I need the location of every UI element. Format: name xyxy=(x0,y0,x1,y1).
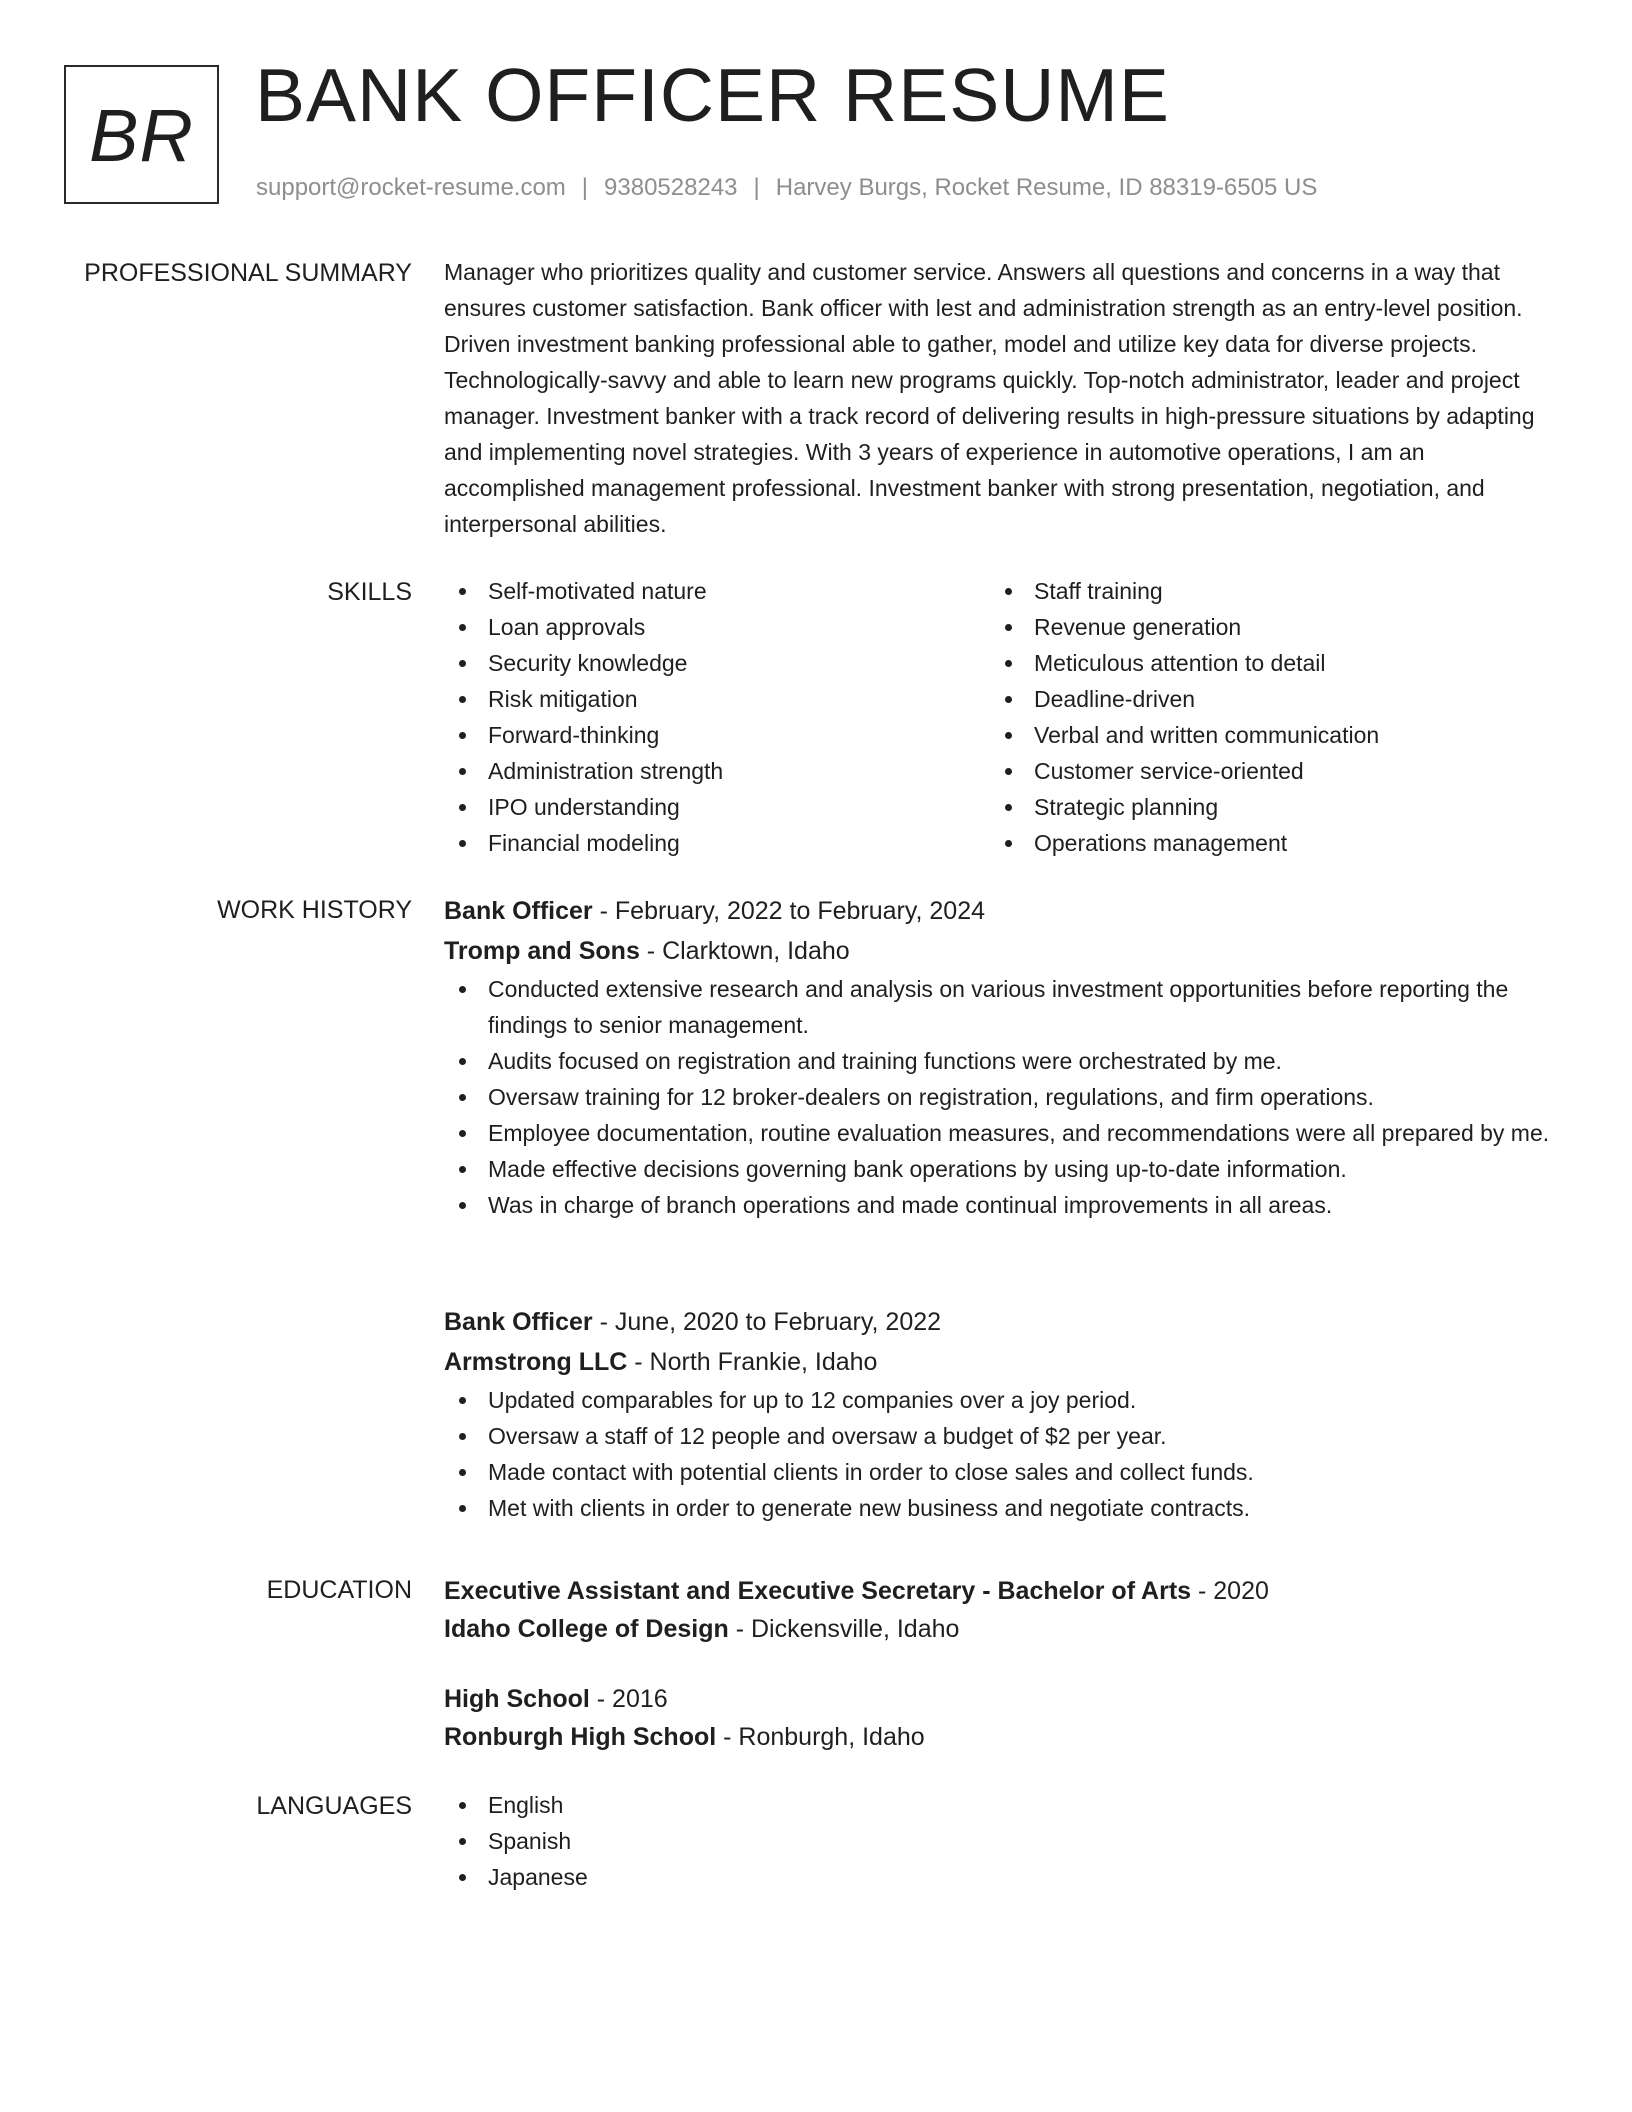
summary-body xyxy=(444,258,1554,542)
job-bullet: Conducted extensive research and analysis on various investment opportunities before reporting the findings to senior management. xyxy=(444,971,1554,1043)
language-item: Spanish xyxy=(444,1823,1554,1859)
degree-year: - 2016 xyxy=(589,1685,668,1713)
job-bullet: Was in charge of branch operations and made continual improvements in all areas. xyxy=(444,1187,1554,1223)
school-name: Idaho College of Design xyxy=(444,1615,729,1643)
job-title-line xyxy=(444,891,1554,931)
job-bullet: Updated comparables for up to 12 companies over a joy period. xyxy=(444,1382,1554,1418)
contact-separator: | xyxy=(753,174,760,201)
company-name: Armstrong LLC xyxy=(444,1348,628,1376)
language-item: English xyxy=(444,1787,1554,1823)
section-label-languages: LANGUAGES xyxy=(256,1792,412,1820)
job-entry xyxy=(444,1302,1554,1526)
contact-address: Harvey Burgs, Rocket Resume, ID 88319-6505 US xyxy=(775,174,1318,201)
skills-body xyxy=(444,577,1554,861)
degree-year: - 2020 xyxy=(1191,1577,1269,1605)
skill-item: Financial modeling xyxy=(444,825,990,861)
skill-item: Loan approvals xyxy=(444,609,990,645)
education-body xyxy=(444,1572,1554,1751)
job-bullet: Employee documentation, routine evaluation measures, and recommendations were all prepared by me. xyxy=(444,1115,1554,1151)
skill-item: Security knowledge xyxy=(444,645,990,681)
languages-body xyxy=(444,1787,1554,1895)
contact-line xyxy=(256,174,1317,203)
skills-list-right xyxy=(990,573,1536,861)
section-label-work-history: WORK HISTORY xyxy=(217,896,412,924)
company-name: Tromp and Sons xyxy=(444,937,640,965)
monogram-initials: BR xyxy=(89,93,194,177)
school-name: Ronburgh High School xyxy=(444,1723,717,1751)
degree-line xyxy=(444,1680,1554,1718)
resume-title: BANK OFFICER RESUME xyxy=(255,53,1170,137)
languages-list xyxy=(444,1787,1554,1895)
contact-email[interactable]: support@rocket-resume.com xyxy=(256,174,566,201)
job-bullet: Met with clients in order to generate new business and negotiate contracts. xyxy=(444,1490,1554,1526)
degree-name: Executive Assistant and Executive Secretary - Bachelor of Arts xyxy=(444,1577,1192,1605)
skills-columns xyxy=(444,573,1554,861)
contact-separator: | xyxy=(581,174,589,201)
skill-item: Operations management xyxy=(990,825,1536,861)
job-bullet: Oversaw a staff of 12 people and oversaw a budget of $2 per year. xyxy=(444,1418,1554,1454)
degree-name: High School xyxy=(444,1685,590,1713)
skill-item: IPO understanding xyxy=(444,789,990,825)
work-history-body xyxy=(444,891,1554,1521)
monogram-logo xyxy=(64,65,219,204)
section-label-summary: PROFESSIONAL SUMMARY xyxy=(84,259,412,287)
skill-item: Customer service-oriented xyxy=(990,753,1536,789)
skill-item: Meticulous attention to detail xyxy=(990,645,1536,681)
contact-phone[interactable]: 9380528243 xyxy=(604,174,738,201)
skill-item: Forward-thinking xyxy=(444,717,990,753)
language-item: Japanese xyxy=(444,1859,1554,1895)
job-title: Bank Officer xyxy=(444,1308,593,1336)
company-line xyxy=(444,1342,1554,1382)
company-location: - Clarktown, Idaho xyxy=(639,937,850,965)
skill-item: Staff training xyxy=(990,573,1536,609)
school-line xyxy=(444,1718,1554,1756)
section-label-education: EDUCATION xyxy=(266,1576,412,1604)
job-bullets xyxy=(444,1382,1554,1526)
education-entry xyxy=(444,1680,1554,1756)
skill-item: Strategic planning xyxy=(990,789,1536,825)
company-location: - North Frankie, Idaho xyxy=(627,1348,878,1376)
degree-line xyxy=(444,1572,1554,1610)
skills-list-left xyxy=(444,573,990,861)
job-bullet: Oversaw training for 12 broker-dealers on registration, regulations, and firm operations. xyxy=(444,1079,1554,1115)
job-dates: - February, 2022 to February, 2024 xyxy=(592,897,986,925)
job-title: Bank Officer xyxy=(444,897,593,925)
job-entry xyxy=(444,891,1554,1223)
section-label-skills: SKILLS xyxy=(327,578,412,606)
education-entry xyxy=(444,1572,1554,1648)
job-bullet: Audits focused on registration and training functions were orchestrated by me. xyxy=(444,1043,1554,1079)
company-line xyxy=(444,931,1554,971)
job-bullet: Made contact with potential clients in order to close sales and collect funds. xyxy=(444,1454,1554,1490)
job-bullet: Made effective decisions governing bank operations by using up-to-date information. xyxy=(444,1151,1554,1187)
summary-text: Manager who prioritizes quality and customer service. Answers all questions and concerns in a way that ensures customer satisfaction. Bank officer with lest and administration strength as an entry-level position. Driven investment banking professional able to gather, model and utilize key data for diverse projects. Technologically-savvy and able to learn new programs quickly. Top-notch administrator, leader and project manager. Investment banker with a track record of delivering results in high-pressure situations by adapting and implementing novel strategies. With 3 years of experience in automotive operations, I am an accomplished management professional. Investment banker with strong presentation, negotiation, and interpersonal abilities. xyxy=(444,259,1535,537)
job-dates: - June, 2020 to February, 2022 xyxy=(592,1308,942,1336)
skill-item: Risk mitigation xyxy=(444,681,990,717)
skill-item: Deadline-driven xyxy=(990,681,1536,717)
school-location: - Ronburgh, Idaho xyxy=(716,1723,925,1751)
job-bullets xyxy=(444,971,1554,1223)
skill-item: Self-motivated nature xyxy=(444,573,990,609)
school-line xyxy=(444,1610,1554,1648)
skill-item: Revenue generation xyxy=(990,609,1536,645)
skill-item: Verbal and written communication xyxy=(990,717,1536,753)
skill-item: Administration strength xyxy=(444,753,990,789)
job-title-line xyxy=(444,1302,1554,1342)
school-location: - Dickensville, Idaho xyxy=(728,1615,960,1643)
